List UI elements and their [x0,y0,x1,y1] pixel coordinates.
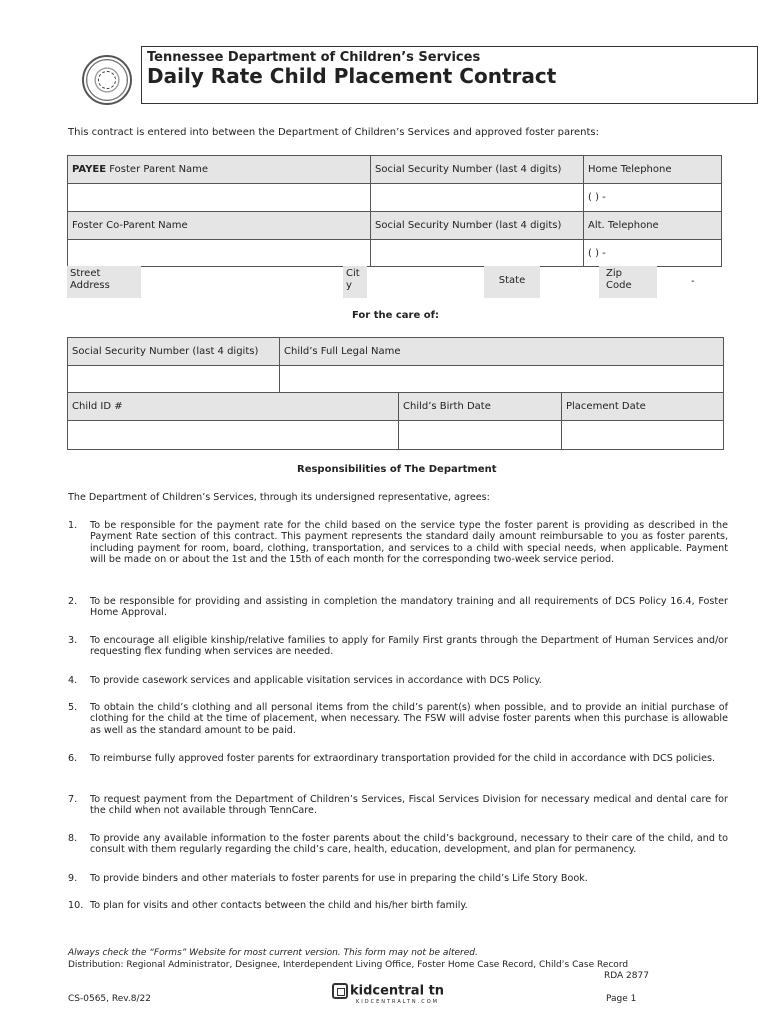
list-item: 3. To encourage all eligible kinship/relative families to apply for Family First grants through the Department of Human Services and/or requesting flex funding when services are needed. [68,635,728,658]
state-label: State [484,266,540,298]
care-of-heading: For the care of: [352,310,439,321]
alt-telephone-label: Alt. Telephone [584,212,722,240]
child-info-table [67,337,724,394]
home-telephone-field[interactable]: ( ) - [584,184,722,212]
page-number: Page 1 [606,994,637,1004]
kidcentral-logo: kidcentral tn KIDCENTRALTN.COM [332,983,444,999]
organization-name: Tennessee Department of Children’s Services [147,50,481,65]
coparent-ssn-label: Social Security Number (last 4 digits) [371,212,584,240]
coparent-ssn-field[interactable] [371,240,584,267]
state-seal-icon [82,55,132,105]
placement-date-label: Placement Date [562,393,724,421]
footer-note: Always check the “Forms” Website for most current version. This form may not be altered. [68,948,478,958]
child-name-field[interactable] [280,366,724,394]
list-item: 4. To provide casework services and applicable visitation services in accordance with DCS Policy. [68,675,542,686]
page-title: Daily Rate Child Placement Contract [147,64,557,88]
list-item: 5. To obtain the child’s clothing and all personal items from the child’s parent(s) when possible, and to provide an initial purchase of clothing for the child at the time of placement, when necessary. The FSW will advise foster parents when this purchase is allowable as well as the standard amount to be paid. [68,702,728,736]
payee-name-label: PAYEE Foster Parent Name [68,156,371,184]
birth-date-label: Child’s Birth Date [399,393,562,421]
footer-distribution: Distribution: Regional Administrator, Designee, Interdependent Living Office, Foster Home Case Record, Child’s Case Record [68,960,629,970]
agrees-text: The Department of Children’s Services, through its undersigned representative, agrees: [68,492,490,503]
payee-ssn-label: Social Security Number (last 4 digits) [371,156,584,184]
kidcentral-logo-icon [332,983,348,999]
list-item: 1. To be responsible for the payment rate for the child based on the service type the foster parent is providing as described in the Payment Rate section of this contract. This payment represents the standard daily amount reimbursable to you as foster parents, including payment for room, board, clothing, transportation, and services to a child with special needs, when applicable. Payment will be made on or about the 1st and the 15th of each month for the corresponding two-week service period. [68,520,728,566]
payee-name-field[interactable] [68,184,371,212]
child-id-field[interactable] [68,421,399,450]
list-item: 6. To reimburse fully approved foster parents for extraordinary transportation provided for the child in accordance with DCS policies. [68,753,716,764]
list-item: 7. To request payment from the Department of Children’s Services, Fiscal Services Division for necessary medical and dental care for the child when not available through TennCare. [68,794,728,817]
list-item: 9. To provide binders and other materials to foster parents for use in preparing the child’s Life Story Book. [68,873,588,884]
intro-text: This contract is entered into between the Department of Children’s Services and approved foster parents: [68,127,599,138]
title-box [141,46,758,104]
zip-dash: - [691,276,695,287]
rda-number: RDA 2877 [604,971,649,981]
zip-code-label: Zip Code [599,266,657,298]
list-item: 8. To provide any available information to the foster parents about the child’s background, necessary to their care of the child, and to consult with them regularly regarding the child’s care, health, education, development, and plan for permanency. [68,833,728,856]
coparent-name-label: Foster Co-Parent Name [68,212,371,240]
list-item: 2. To be responsible for providing and assisting in completion the mandatory training and all requirements of DCS Policy 16.4, Foster Home Approval. [68,596,728,619]
list-item: 10. To plan for visits and other contacts between the child and his/her birth family. [68,900,468,911]
child-dates-table [67,392,724,450]
home-telephone-label: Home Telephone [584,156,722,184]
child-ssn-label: Social Security Number (last 4 digits) [68,338,280,366]
city-label: Cit y [343,266,367,298]
payee-table [67,155,722,267]
child-ssn-field[interactable] [68,366,280,394]
birth-date-field[interactable] [399,421,562,450]
form-id: CS-0565, Rev.8/22 [68,994,151,1004]
alt-telephone-field[interactable]: ( ) - [584,240,722,267]
street-address-label: Street Address [67,266,141,298]
payee-ssn-field[interactable] [371,184,584,212]
responsibilities-heading: Responsibilities of The Department [297,464,497,475]
child-id-label: Child ID # [68,393,399,421]
placement-date-field[interactable] [562,421,724,450]
coparent-name-field[interactable] [68,240,371,267]
child-name-label: Child’s Full Legal Name [280,338,724,366]
